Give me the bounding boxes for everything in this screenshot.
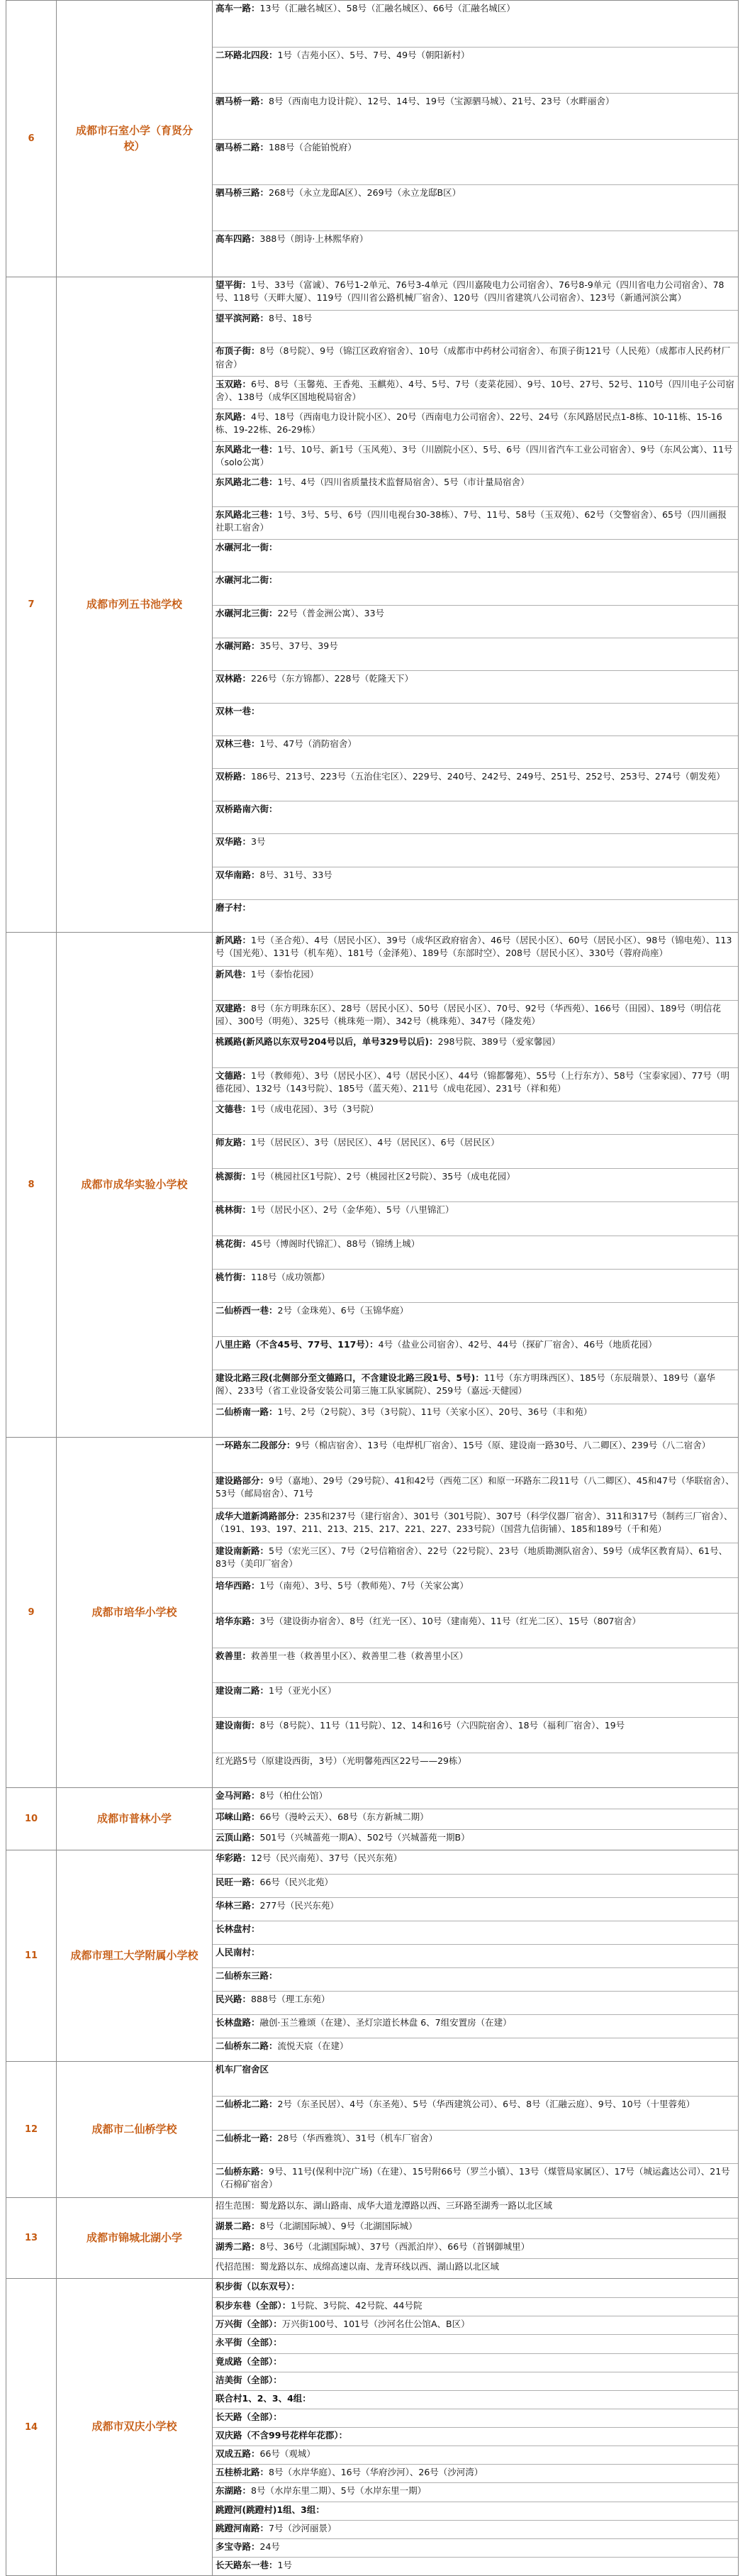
street-entry (213, 1033, 738, 1067)
street-entry (213, 1717, 738, 1752)
street-name: 八里庄路（不含45号、77号、117号）： (216, 1338, 379, 1350)
street-name: 水碾河路： (216, 640, 260, 651)
street-entry (213, 184, 738, 231)
street-addresses: 1号（教师苑）、3号（居民小区）、4号（居民小区）、44号（锦都馨苑）、55号（上行东方）、58号（宝泰家园）、77号（明德花园）、132号（143号院）、185号（蓝天苑）、211号（成电花园）、231号（祥和苑） (216, 1070, 729, 1094)
street-name: 建设南新路： (216, 1545, 269, 1556)
street-addresses: 9号（棉店宿舍）、13号（电焊机厂宿舍）、15号（原、建设南一路30号、八二卿区）、239号（八二宿舍） (295, 1440, 711, 1451)
street-addresses: 8号（东方明珠东区）、28号（居民小区）、50号（居民小区）、70号、92号（华西苑）、166号（田园）、189号（明信花园）、300号（明苑）、325号（桃珠苑一期）、342号（桃珠苑）、347号（隆发苑） (216, 1002, 722, 1026)
row-number: 8 (6, 933, 57, 1438)
street-entry (213, 1, 738, 47)
street-addresses: 1号、2号（2号院）、3号（3号院）、11号（关家小区）、20号、36号（丰和苑） (277, 1406, 593, 1417)
street-addresses: 235和237号（建行宿舍）、301号（301号院）、307号（科学仪器厂宿舍）、311和317号（制药三厂宿舍）、（191、193、197、211、213、215、217、221、227、233号院）（国营九信街铺）、185和189号（千和苑） (216, 1510, 733, 1534)
street-name: 成华大道新鸿路部分： (216, 1510, 305, 1521)
street-addresses: 1号、47号（消防宿舍） (259, 738, 357, 750)
street-entry (213, 2096, 738, 2130)
street-addresses: 1号、3号、5号、6号（四川电视台30-38栋）、7号、11号、58号（玉双苑）、62号（交警宿舍）、65号（四川画报社职工宿舍） (216, 509, 727, 533)
street-addresses: 226号（东方锦都）、228号（乾隆天下） (251, 672, 413, 684)
street-addresses: 8号、18号 (269, 313, 313, 324)
street-entry (213, 539, 738, 572)
street-addresses: 8号、36号（北湖国际城）、37号（西派泊岸）、66号（首钢御城里） (259, 2241, 530, 2252)
street-name: 建设北路三段(北侧部分至文德路口，不含建设北路三段1号、5号)： (216, 1372, 484, 1384)
row-number: 9 (6, 1438, 57, 1788)
street-entry (213, 2520, 738, 2538)
street-name: 双桥路南六街： (216, 804, 278, 815)
street-name: 云顶山路： (216, 1832, 260, 1843)
school-row (6, 2198, 739, 2279)
school-name: 成都市普林小学 (57, 1788, 213, 1850)
street-name: 望平街： (216, 279, 252, 291)
zoning-table-body (6, 1, 739, 2576)
street-name: 高车一路： (216, 3, 260, 14)
school-name: 成都市成华实验小学校 (57, 933, 213, 1438)
street-addresses: 招生范围：蜀龙路以东、湖山路南、成华大道龙潭路以西、三环路至湖秀一路以北区域 (216, 2200, 553, 2211)
street-entry (213, 1577, 738, 1612)
street-name: 长天路（全部）： (216, 2411, 282, 2422)
street-addresses: 1号（吉苑小区）、5号、7号、49号（朝阳新村） (277, 49, 470, 60)
street-addresses: 24号 (259, 2541, 280, 2552)
street-entry (213, 1067, 738, 1101)
street-name: 玉双路： (216, 378, 252, 389)
street-addresses: 888号（理工东苑） (251, 1994, 330, 2004)
street-addresses: 1号（南苑）、3号、5号（教师苑）、7号（关家公寓） (259, 1580, 469, 1592)
school-name: 成都市列五书池学校 (57, 277, 213, 933)
street-entry (213, 2538, 738, 2557)
street-name: 桃源街： (216, 1170, 252, 1182)
street-name: 民兴路： (216, 1994, 252, 2004)
street-addresses: 188号（合能铂悦府） (269, 141, 357, 152)
street-entry (213, 801, 738, 833)
street-entry (213, 2163, 738, 2197)
street-addresses: 9号、11号(保利中浣广场)（在建）、15号附66号（罗兰小镇）、13号（煤管局家属区）、17号（城运鑫达公司）、21号（石棉矿宿舍） (216, 2166, 730, 2190)
street-name: 二仙桥东三路： (216, 1970, 278, 1981)
street-list (213, 2062, 739, 2198)
street-name: 东风路北一巷： (216, 443, 278, 455)
street-addresses: 35号、37号、39号 (259, 640, 338, 651)
street-name: 跳蹬河(跳蹬村)1组、3组： (216, 2504, 325, 2515)
street-name: 竟成路（全部）： (216, 2355, 282, 2367)
street-addresses: 8号（水岸华庭）、16号（华府沙河）、26号（沙河湾） (269, 2467, 483, 2478)
street-name: 华林三路： (216, 1900, 260, 1911)
street-entry (213, 1336, 738, 1370)
school-name: 成都市锦城北湖小学 (57, 2198, 213, 2279)
street-entry (213, 1134, 738, 1167)
street-addresses: 4号（盐业公司宿舍）、42号、44号（探矿厂宿舍）、46号（地质花园） (378, 1338, 657, 1350)
street-entry (213, 735, 738, 768)
street-name: 双庆路（不含99号花样年花郡）： (216, 2430, 348, 2441)
street-addresses: 救善里一巷（救善里小区）、救善里二巷（救善里小区） (251, 1650, 469, 1661)
street-addresses: 1号（居民小区）、2号（金华苑）、5号（八里锦汇） (251, 1204, 454, 1216)
street-name: 五桂桥北路： (216, 2467, 269, 2478)
street-addresses: 268号（永立龙邸A区）、269号（永立龙邸B区） (269, 187, 461, 199)
street-addresses: 28号（华西雅筑）、31号（机车厂宿舍） (277, 2132, 438, 2143)
school-row (6, 2062, 739, 2198)
street-entry (213, 703, 738, 735)
school-row (6, 933, 739, 1438)
street-name: 双成五路： (216, 2448, 260, 2460)
street-name: 建设路部分： (216, 1475, 269, 1487)
street-entry (213, 1829, 738, 1850)
street-name: 培华东路： (216, 1615, 260, 1626)
street-addresses: 3号（建设街办宿舍）、8号（红光一区）、10号（建南苑）、11号（红光二区）、15号（807宿舍） (259, 1615, 641, 1626)
street-name: 桃竹街： (216, 1271, 252, 1282)
street-name: 水碾河北三街： (216, 607, 278, 618)
street-name: 双桥路： (216, 771, 252, 782)
school-name: 成都市双庆小学校 (57, 2279, 213, 2576)
row-number: 10 (6, 1788, 57, 1850)
street-entry (213, 1472, 738, 1507)
street-entry (213, 2427, 738, 2445)
street-addresses: 1号（圣合苑）、4号（居民小区）、39号（成华区政府宿舍）、46号（居民小区）、60号（居民小区）、98号（锦电苑）、113号（国光苑）、131号（机车苑）、181号（金泽苑）、189号（东部时空）、208号（居民小区）、330号（蓉府尚座） (216, 935, 732, 959)
street-addresses: 8号（柏仕公馆） (259, 1790, 328, 1801)
street-name: 机车厂宿舍区 (216, 2064, 269, 2075)
street-entry (213, 1101, 738, 1134)
street-addresses: 9号（嘉地）、29号（29号院）、41和42号（西苑二区）和原一环路东二段11号（八二卿区）、45和47号（华联宿舍）、53号（邮局宿舍）、71号 (216, 1475, 734, 1499)
street-entry (213, 343, 738, 375)
street-addresses: 118号（成功领都） (251, 1271, 330, 1282)
street-addresses: 8号（8号院）、11号（11号院）、12、14和16号（六四院宿舍）、18号（福利厂宿舍）、19号 (259, 1720, 625, 1731)
street-name: 桃花街： (216, 1238, 252, 1249)
school-row (6, 1, 739, 277)
street-name: 东风路： (216, 411, 252, 422)
street-name: 洁美街（全部）： (216, 2374, 282, 2385)
street-name: 民旺一路： (216, 1877, 260, 1887)
street-entry (213, 93, 738, 139)
street-entry (213, 933, 738, 966)
row-number: 6 (6, 1, 57, 277)
street-addresses: 13号（汇融名城区）、58号（汇融名城区）、66号（汇融名城区） (259, 3, 515, 14)
street-list (213, 2279, 739, 2576)
street-addresses: 2号（东圣民居）、4号（东圣苑）、5号（华西建筑公司）、6号、8号（汇融云庭）、9号、10号（十里蓉苑） (277, 2098, 695, 2109)
street-name: 积步街（以东双号）： (216, 2281, 300, 2292)
street-entry (213, 1967, 738, 1991)
street-name: 二仙桥西一巷： (216, 1305, 278, 1316)
street-name: 双林路： (216, 672, 252, 684)
street-name: 湖秀二路： (216, 2241, 260, 2252)
street-entry (213, 2218, 738, 2238)
street-entry (213, 1850, 738, 1874)
street-entry (213, 1168, 738, 1201)
street-list (213, 1, 739, 277)
street-name: 驷马桥三路： (216, 187, 269, 199)
street-entry (213, 2014, 738, 2038)
street-entry (213, 441, 738, 474)
street-entry (213, 310, 738, 343)
street-entry (213, 2557, 738, 2575)
street-name: 驷马桥二路： (216, 141, 269, 152)
street-entry (213, 1788, 738, 1809)
street-addresses: 8号（8号院）、9号（锦江区政府宿舍）、10号（成都市中药材公司宿舍）、布顶子街121号（人民苑）（成都市人民药材厂宿舍） (216, 345, 731, 370)
street-name: 水碾河北二街： (216, 574, 278, 586)
street-name: 跳蹬河南路： (216, 2522, 269, 2533)
street-addresses: 22号（普金洲公寓）、33号 (277, 607, 385, 618)
street-entry (213, 474, 738, 506)
street-addresses: 1号、4号（四川省质量技术监督局宿舍）、5号（市计量局宿舍） (277, 476, 530, 487)
street-entry (213, 638, 738, 670)
street-name: 建设南街： (216, 1720, 260, 1731)
street-entry (213, 2334, 738, 2353)
street-entry (213, 2238, 738, 2258)
street-addresses: 66号（民兴北苑） (259, 1877, 333, 1887)
street-name: 望平滨河路： (216, 313, 269, 324)
street-entry (213, 605, 738, 638)
street-name: 文德路： (216, 1070, 252, 1081)
street-entry (213, 2482, 738, 2501)
street-addresses: 45号（博阁时代锦汇）、88号（锦绣上城） (251, 1238, 420, 1249)
street-name: 二仙桥南一路： (216, 1406, 278, 1417)
street-addresses: 8号（北湖国际城）、9号（北湖国际城） (259, 2221, 418, 2232)
street-name: 驷马桥一路： (216, 95, 269, 106)
school-name: 成都市二仙桥学校 (57, 2062, 213, 2198)
street-entry (213, 670, 738, 703)
street-list (213, 2198, 739, 2279)
street-name: 双华南路： (216, 869, 260, 880)
street-name: 磨子村： (216, 901, 252, 913)
street-entry (213, 1236, 738, 1269)
street-addresses: 66号（漫岭云天）、68号（东方新城二期） (259, 1811, 429, 1822)
street-name: 东湖路： (216, 2485, 252, 2497)
street-addresses: 3号 (251, 836, 266, 848)
street-name: 联合村1、2、3、4组： (216, 2392, 311, 2404)
street-entry (213, 2390, 738, 2409)
street-entry (213, 2062, 738, 2096)
street-addresses: 万兴街100号、101号（沙河名仕公馆A、B区） (281, 2319, 470, 2330)
street-addresses: 11号（东方明珠西区）、185号（东辰瑞景）、189号（嘉华阁）、233号（省工业设备安装公司第三施工队家属院）、259号（嘉远·天健园） (216, 1372, 715, 1397)
street-addresses: 流悦天宸（在建） (277, 2041, 349, 2051)
street-entry (213, 1991, 738, 2014)
row-number: 11 (6, 1850, 57, 2062)
street-name: 布顶子街： (216, 345, 260, 357)
street-name: 华彩路： (216, 1853, 252, 1863)
street-name: 新风巷： (216, 969, 252, 980)
school-name: 成都市石室小学（育贤分校） (57, 1, 213, 277)
street-entry (213, 139, 738, 185)
street-name: 东风路北二巷： (216, 476, 278, 487)
street-name: 新风路： (216, 935, 252, 946)
street-entry (213, 506, 738, 539)
row-number: 14 (6, 2279, 57, 2576)
street-addresses: 2号（金珠苑）、6号（玉锦华庭） (277, 1305, 409, 1316)
street-addresses: 8号（水岸东里二期）、5号（水岸东里一期） (251, 2485, 427, 2497)
street-entry (213, 2038, 738, 2061)
street-entry (213, 572, 738, 604)
street-entry (213, 2353, 738, 2372)
street-entry (213, 1944, 738, 1967)
street-entry (213, 1897, 738, 1921)
street-name: 永平街（全部）： (216, 2337, 282, 2348)
street-name: 二仙桥北二路： (216, 2098, 278, 2109)
street-name: 邛崃山路： (216, 1811, 260, 1822)
street-addresses: 1号（泰怡花园） (251, 969, 319, 980)
street-entry (213, 966, 738, 999)
street-addresses: 5号（宏光三区）、7号（2号信箱宿舍）、22号（22号院）、23号（地质勘测队宿舍）、59号（成华区教育局）、61号、83号（美印厂宿舍） (216, 1545, 728, 1570)
street-name: 高车四路： (216, 233, 260, 245)
street-addresses: 1号院、3号院、42号院、44号院 (291, 2300, 422, 2311)
street-name: 万兴街（全部）： (216, 2319, 282, 2330)
street-name: 东风路北三巷： (216, 509, 278, 521)
street-entry (213, 1543, 738, 1577)
street-entry (213, 47, 738, 93)
street-entry (213, 1753, 738, 1787)
street-entry (213, 1648, 738, 1682)
street-addresses: 186号、213号、223号（五治住宅区）、229号、240号、242号、249号、251号、252号、253号、274号（朝发苑） (251, 771, 725, 782)
street-entry (213, 768, 738, 801)
street-entry (213, 376, 738, 409)
school-row (6, 277, 739, 933)
street-name: 双建路： (216, 1002, 252, 1014)
street-entry (213, 2279, 738, 2297)
school-row (6, 1788, 739, 1850)
street-addresses: 8号、31号、33号 (259, 869, 332, 880)
school-name: 成都市理工大学附属小学校 (57, 1850, 213, 2062)
street-name: 建设南二路： (216, 1685, 269, 1697)
street-entry (213, 1201, 738, 1235)
street-entry (213, 1404, 738, 1437)
street-entry (213, 1682, 738, 1717)
street-list (213, 277, 739, 933)
street-name: 桃林街： (216, 1204, 252, 1216)
street-addresses: 277号（民兴东苑） (259, 1900, 339, 1911)
street-addresses: 7号（沙河丽景） (269, 2522, 337, 2533)
street-name: 二仙桥东路： (216, 2166, 269, 2177)
street-entry (213, 2297, 738, 2316)
street-name: 积步东巷（全部）： (216, 2300, 291, 2311)
street-name: 人民南村： (216, 1947, 260, 1958)
street-addresses: 1号（成电花园）、3号（3号院） (251, 1104, 379, 1115)
street-entry (213, 899, 738, 932)
street-name: 水碾河北一街： (216, 542, 278, 553)
street-name: 二环路北四段： (216, 49, 278, 60)
street-entry (213, 2372, 738, 2390)
street-name: 长林盘村： (216, 1923, 260, 1934)
street-entry (213, 2502, 738, 2520)
street-entry (213, 2130, 738, 2164)
street-addresses: 1号、10号、新1号（玉风苑）、3号（川剧院小区）、5号、6号（四川省汽车工业公司宿舍）、9号（东风公寓）、11号（solo公寓） (216, 443, 733, 467)
street-name: 二仙桥东二路： (216, 2041, 278, 2051)
street-name: 桃蹊路(新风路以东双号204号以后，单号329号以后)： (216, 1036, 438, 1048)
street-addresses: 501号（兴城蔷苑一期A）、502号（兴城蔷苑一期B） (259, 1832, 470, 1843)
street-entry (213, 1000, 738, 1033)
street-name: 一环路东二段部分： (216, 1440, 296, 1451)
street-entry (213, 409, 738, 441)
street-name: 金马河路： (216, 1790, 260, 1801)
street-entry (213, 2258, 738, 2278)
street-list (213, 1788, 739, 1850)
school-row (6, 2279, 739, 2576)
street-entry (213, 833, 738, 866)
street-entry (213, 1809, 738, 1829)
street-addresses: 代招范围：蜀龙路以东、成绵高速以南、龙青环线以西、湖山路以北区域 (216, 2260, 500, 2272)
street-entry (213, 1269, 738, 1302)
street-addresses: 红光路5号（原建设西街，3号）（光明馨苑西区22号——29栋） (216, 1755, 466, 1766)
street-addresses: 4号、18号（西南电力设计院小区）、20号（西南电力公司宿舍）、22号、24号（东风路居民点1-8栋、10-11栋、15-16栋、19-22栋、26-29栋） (216, 411, 722, 435)
street-name: 双华路： (216, 836, 252, 848)
street-list (213, 933, 739, 1438)
street-entry (213, 231, 738, 277)
street-entry (213, 1508, 738, 1543)
school-name: 成都市培华小学校 (57, 1438, 213, 1788)
street-name: 救善里： (216, 1650, 252, 1661)
zoning-table (6, 0, 739, 2576)
street-entry (213, 1370, 738, 1403)
street-name: 多宝寺路： (216, 2541, 260, 2552)
street-entry (213, 2198, 738, 2218)
street-entry (213, 2316, 738, 2334)
street-entry (213, 1874, 738, 1897)
street-addresses: 1号（居民区）、3号（居民区）、4号（居民区）、6号（居民区） (251, 1137, 500, 1148)
street-entry (213, 1302, 738, 1336)
street-name: 文德巷： (216, 1104, 252, 1115)
school-row (6, 1850, 739, 2062)
street-entry (213, 1921, 738, 1944)
street-entry (213, 1613, 738, 1648)
street-addresses: 1号（亚光小区） (269, 1685, 337, 1697)
street-entry (213, 1438, 738, 1472)
street-name: 双林一巷： (216, 705, 260, 716)
street-addresses: 8号（西南电力设计院）、12号、14号、19号（宝源驷马城）、21号、23号（水畔丽舍） (269, 95, 615, 106)
street-addresses: 1号、33号（富诚）、76号1-2单元、76号3-4单元（四川嘉陵电力公司宿舍）、76号8-9单元（四川省电力公司宿舍）、78号、118号（天畔大厦）、119号（四川省公路机械厂宿舍）、120号（四川省建筑八公司宿舍）、123号（新通河滨公寓） (216, 279, 724, 304)
street-addresses: 1号 (277, 2559, 292, 2570)
street-entry (213, 277, 738, 310)
street-name: 培华西路： (216, 1580, 260, 1592)
street-name: 长林盘路： (216, 2017, 260, 2028)
street-addresses: 298号院、389号（爱家馨园） (437, 1036, 561, 1048)
street-name: 湖景二路： (216, 2221, 260, 2232)
street-addresses: 66号（观城） (259, 2448, 315, 2460)
street-name: 师友路： (216, 1137, 252, 1148)
street-addresses: 融创·玉兰雅颂（在建）、圣灯宗道长林盘 6、7组安置房（在建） (259, 2017, 512, 2028)
row-number: 12 (6, 2062, 57, 2198)
street-addresses: 12号（民兴南苑）、37号（民兴东苑） (251, 1853, 403, 1863)
street-name: 二仙桥北一路： (216, 2132, 278, 2143)
street-name: 双林三巷： (216, 738, 260, 750)
street-entry (213, 2445, 738, 2464)
street-addresses: 6号、8号（玉馨苑、王香苑、玉麒苑）、4号、5号、7号（麦菜花园）、9号、10号、27号、52号、110号（四川电子公司宿舍）、138号（成华区国地税局宿舍） (216, 378, 734, 402)
street-entry (213, 867, 738, 899)
street-name: 长天路东一巷： (216, 2559, 278, 2570)
street-entry (213, 2464, 738, 2482)
street-addresses: 1号（桃园社区1号院）、2号（桃园社区2号院）、35号（成电花园） (251, 1170, 515, 1182)
street-list (213, 1850, 739, 2062)
school-row (6, 1438, 739, 1788)
street-addresses: 388号（朗诗·上林熙华府） (259, 233, 369, 245)
street-list (213, 1438, 739, 1788)
row-number: 7 (6, 277, 57, 933)
row-number: 13 (6, 2198, 57, 2279)
